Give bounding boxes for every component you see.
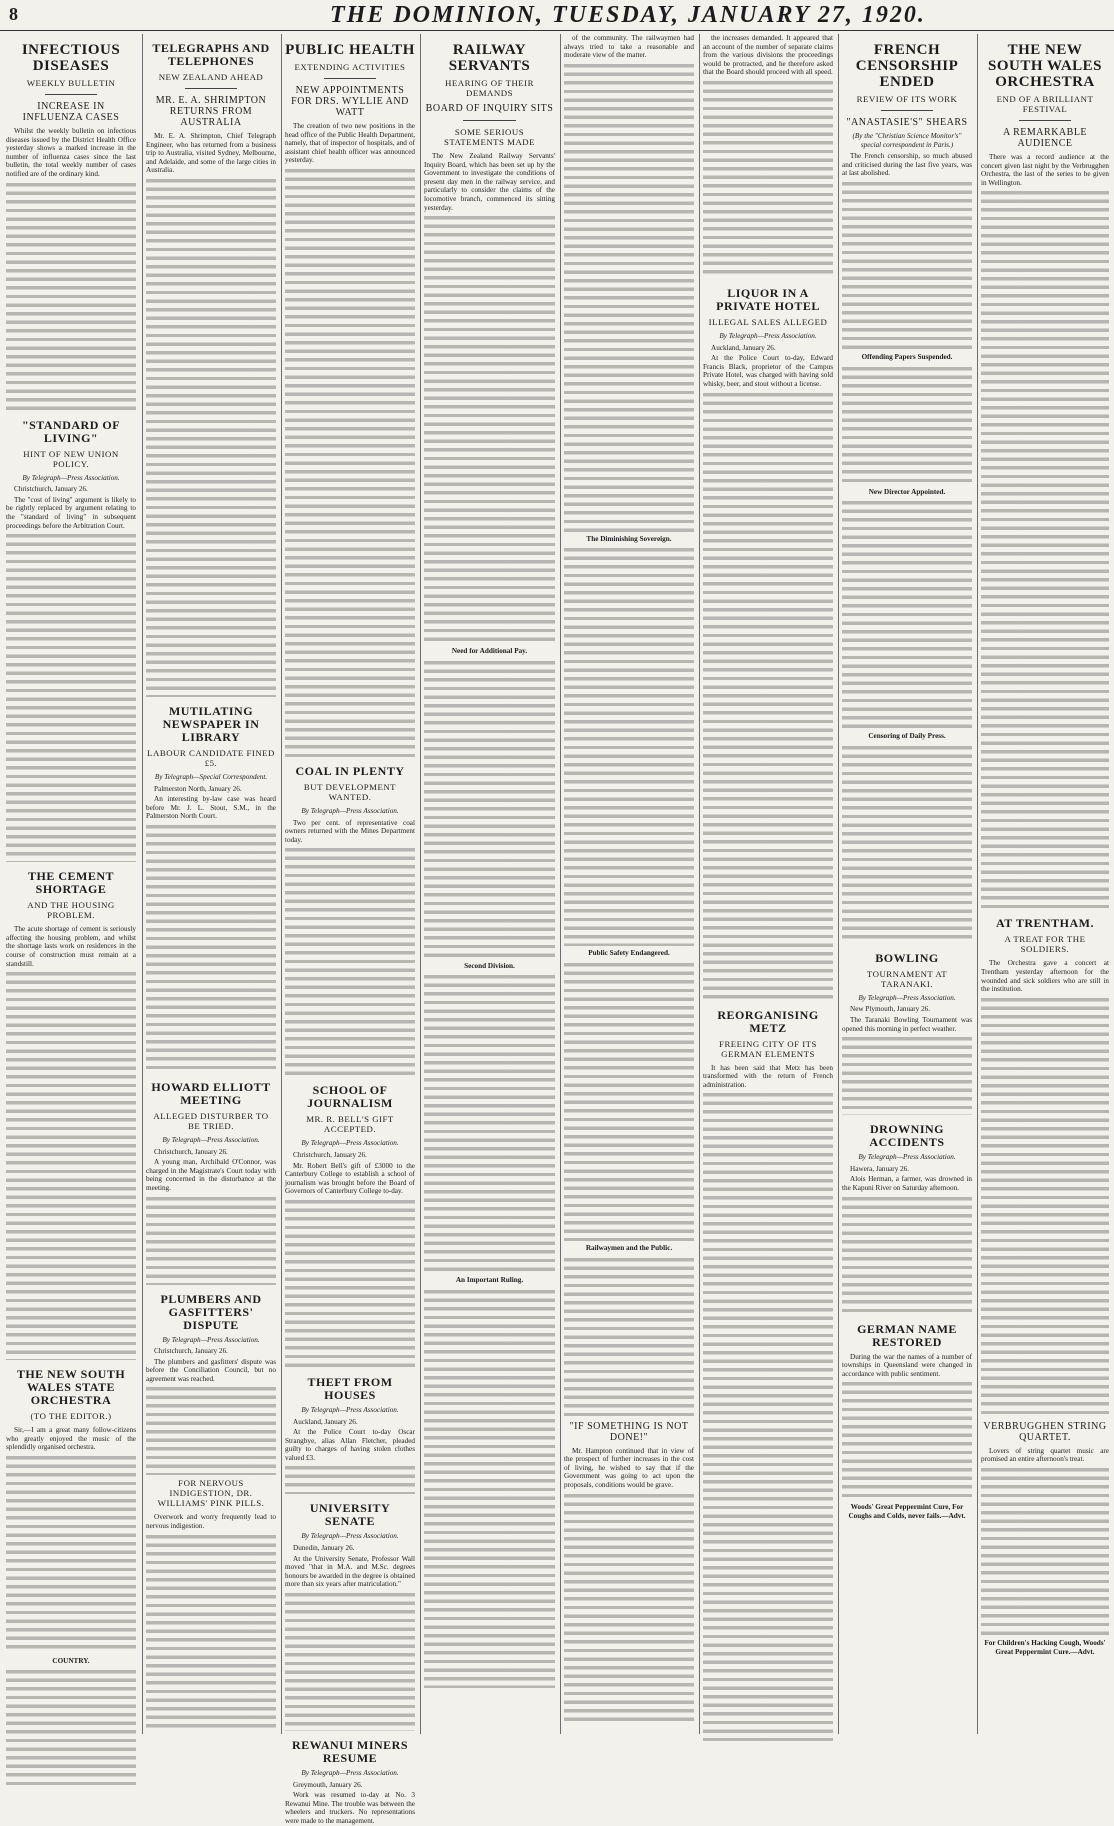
column-rule	[142, 34, 143, 1734]
body-text-block	[842, 1380, 972, 1500]
body-text-block	[146, 177, 276, 697]
article-paragraph: There was a record audience at the concert given last night by the Verbrugghen Orchestra, the last of the series to be given in Wellington.	[981, 153, 1109, 187]
article-dateline: New Plymouth, January 26.	[850, 1005, 931, 1014]
article-subhead: WEEKLY BULLETIN	[26, 78, 116, 88]
article-subhead: ILLEGAL SALES ALLEGED	[708, 316, 828, 327]
article-paragraph: It has been said that Metz has been transformed with the return of French administration.	[703, 1063, 833, 1089]
article-string-quartet	[981, 1421, 1109, 1656]
body-text-block	[703, 391, 833, 1001]
column-rule	[977, 34, 978, 1734]
article-dateline: Auckland, January 26.	[711, 343, 776, 352]
body-text-block	[424, 214, 555, 644]
article-byline: By Telegraph—Press Association.	[858, 993, 956, 1002]
body-text-block	[564, 546, 694, 946]
article-public-health	[285, 42, 415, 757]
article-byline: By Telegraph—Press Association.	[162, 1335, 260, 1344]
body-text-block	[981, 189, 1109, 909]
column-2	[146, 34, 276, 1734]
article-paragraph: The "cost of living" argument is likely to be rightly replaced by argument relating to the "standard of living" in subsequent proceedings before the Arbitration Court.	[6, 495, 136, 530]
advert-line: For Children's Hacking Cough, Woods' Great Peppermint Cure.—Advt.	[984, 1638, 1106, 1656]
divider	[1019, 120, 1070, 121]
article-german-name-restored	[842, 1323, 972, 1521]
article-headline: LIQUOR IN A PRIVATE HOTEL	[716, 285, 820, 313]
article-paragraph: Mr. E. A. Shrimpton, Chief Telegraph Engineer, who has returned from a business trip to Australia, visited Sydney, Melbourne, and Adelaide, and some of the large cities in Australia.	[146, 132, 276, 175]
article-subhead: AND THE HOUSING PROBLEM.	[27, 900, 115, 921]
column-rule	[560, 34, 561, 1734]
article-subhead: MR. R. BELL'S GIFT ACCEPTED.	[306, 1114, 394, 1135]
article-headline: REORGANISING METZ	[717, 1007, 819, 1035]
article-orchestra-letter	[6, 1368, 136, 1788]
article-paragraph: The Orchestra gave a concert at Trentham yesterday afternoon for the wounded and sick soldiers who are still in the institution.	[981, 959, 1109, 994]
body-text-block	[6, 1668, 136, 1788]
article-infectious-diseases	[6, 42, 136, 411]
article-mutilating-newspaper	[146, 705, 276, 1073]
article-paragraph: Sir,—I am a great many follow-citizens who greatly enjoyed the music of the splendidly organised orchestra.	[6, 1426, 136, 1452]
divider	[881, 110, 933, 111]
body-text-block	[424, 1288, 555, 1688]
section-heading: An Important Ruling.	[455, 1276, 524, 1285]
body-text-block	[146, 1195, 276, 1285]
article-subhead: REVIEW OF ITS WORK	[856, 94, 958, 104]
article-headline: TELEGRAPHS AND TELEPHONES	[152, 41, 270, 68]
article-dateline: Christchurch, January 26.	[154, 1347, 228, 1356]
masthead	[0, 0, 1114, 31]
article-subhead: LABOUR CANDIDATE FINED £5.	[147, 747, 275, 768]
advert-heading: FOR NERVOUS INDIGESTION, DR. WILLIAMS' PINK PILLS.	[157, 1478, 265, 1509]
article-reorganising-metz	[703, 1009, 833, 1742]
article-railway-servants	[424, 42, 555, 1688]
article-byline: By Telegraph—Press Association.	[162, 1135, 260, 1144]
article-paragraph: At the Police Court to-day Oscar Strangbye, alias Allan Fletcher, pleaded guilty to charges of having stolen clothes valued £3.	[285, 1428, 415, 1462]
body-text-block	[6, 1454, 136, 1654]
article-deck: INCREASE IN INFLUENZA CASES	[22, 101, 120, 123]
column-5	[564, 34, 694, 1734]
article-railway-continued	[564, 34, 694, 1416]
article-headline: COAL IN PLENTY	[295, 763, 405, 778]
masthead-title: THE DOMINION, TUESDAY, JANUARY 27, 1920.	[330, 2, 926, 28]
article-paragraph: Two per cent. of representative coal owners returned with the Mines Department today.	[285, 818, 415, 844]
article-deck: MR. E. A. SHRIMPTON RETURNS FROM AUSTRALIA	[155, 95, 267, 128]
column-3	[285, 34, 415, 1825]
article-dateline: Palmerston North, January 26.	[154, 784, 242, 793]
body-text-block	[424, 659, 555, 959]
article-coal-in-plenty	[285, 765, 415, 1076]
article-headline: UNIVERSITY SENATE	[309, 1501, 391, 1529]
article-paragraph: Mr. Robert Bell's gift of £3000 to the Canterbury College to establish a school of journalism was brought before the Board of Governors of Canterbury College to-day.	[285, 1161, 415, 1196]
body-text-block	[842, 1195, 972, 1315]
article-headline: RAILWAY SERVANTS	[448, 42, 531, 74]
body-text-block	[6, 181, 136, 411]
article-byline: By Telegraph—Press Association.	[22, 473, 120, 482]
article-subhead: HINT OF NEW UNION POLICY.	[23, 448, 119, 469]
article-french-censorship	[842, 42, 972, 944]
article-byline: By Telegraph—Press Association.	[301, 1532, 399, 1541]
page-number: 8	[9, 4, 18, 24]
article-at-trentham	[981, 917, 1109, 1415]
article-paragraph: The acute shortage of cement is seriously affecting the housing problem, and whilst the shortage lasts work on residences in the course of construction must remain at a standstill.	[6, 925, 136, 968]
body-text-block	[564, 1256, 694, 1416]
body-text-block	[285, 1198, 415, 1368]
article-headline: MUTILATING NEWSPAPER IN LIBRARY	[162, 703, 260, 744]
article-rewanui-miners	[285, 1739, 415, 1826]
column-rule	[420, 34, 421, 1734]
article-paragraph: Work was resumed to-day at No. 3 Rewanui Mine. The trouble was between the wheelers and truckers. No representations were made to the management.	[285, 1791, 415, 1825]
body-text-block	[6, 970, 136, 1360]
article-bowling	[842, 952, 972, 1115]
article-theft-from-houses	[285, 1376, 415, 1495]
article-byline: By Telegraph—Special Correspondent.	[154, 772, 268, 781]
section-heading: Second Division.	[464, 961, 515, 970]
article-subhead: ALLEGED DISTURBER TO BE TRIED.	[153, 1110, 269, 1131]
body-text-block	[146, 823, 276, 1073]
article-headline: PUBLIC HEALTH	[285, 42, 415, 58]
article-byline: By Telegraph—Press Association.	[301, 1139, 399, 1148]
article-plumbers-dispute	[146, 1293, 276, 1476]
article-paragraph: The French censorship, so much abused and criticised during the last five years, was at last abolished.	[842, 152, 972, 178]
body-text-block	[285, 1591, 415, 1731]
divider	[463, 120, 515, 121]
article-subhead: (TO THE EDITOR.)	[30, 1411, 112, 1422]
article-headline: AT TRENTHAM.	[995, 916, 1094, 931]
article-byline: (By the "Christian Science Monitor's" special correspondent in Paris.)	[852, 132, 962, 149]
article-paragraph: Alois Herman, a farmer, was drowned in the Kapuni River on Saturday afternoon.	[842, 1175, 972, 1192]
body-text-block	[842, 1035, 972, 1115]
article-paragraph: The Taranaki Bowling Tournament was opened this morning in perfect weather.	[842, 1015, 972, 1033]
article-nsw-orchestra	[981, 42, 1109, 909]
article-deck: NEW APPOINTMENTS FOR DRS. WYLLIE AND WATT	[291, 85, 409, 118]
article-dateline: Christchurch, January 26.	[14, 485, 88, 494]
article-deck: VERBRUGGHEN STRING QUARTET.	[983, 1420, 1107, 1443]
body-text-block	[703, 79, 833, 279]
letter-signoff: COUNTRY.	[52, 1656, 90, 1665]
article-subhead: A TREAT FOR THE SOLDIERS.	[1004, 934, 1086, 955]
article-dateline: Christchurch, January 26.	[154, 1147, 228, 1156]
section-heading: Offending Papers Suspended.	[861, 352, 953, 361]
body-text-block	[285, 1464, 415, 1494]
article-paragraph: A young man, Archibald O'Connor, was charged in the Magistrate's Court today with being concerned in the disturbance at the meeting.	[146, 1158, 276, 1192]
article-headline: HOWARD ELLIOTT MEETING	[151, 1079, 271, 1107]
article-deck: "IF SOMETHING IS NOT DONE!"	[569, 1420, 689, 1443]
article-paragraph: During the war the names of a number of townships in Queensland were changed in accordance with public sentiment.	[842, 1352, 972, 1378]
body-text-block	[842, 180, 972, 350]
article-subhead: TOURNAMENT AT TARANAKI.	[866, 968, 948, 989]
article-headline: "STANDARD OF LIVING"	[21, 417, 121, 445]
body-text-block	[981, 996, 1109, 1416]
article-paragraph: The plumbers and gasfitters' dispute was before the Conciliation Council, but no agreement was reached.	[146, 1357, 276, 1383]
article-howard-elliott	[146, 1081, 276, 1285]
article-headline: GERMAN NAME RESTORED	[857, 1321, 957, 1349]
column-rule	[281, 34, 282, 1734]
article-byline: By Telegraph—Press Association.	[301, 1405, 399, 1414]
article-dateline: Dunedin, January 26.	[293, 1544, 355, 1553]
body-text-block	[981, 1466, 1109, 1636]
section-heading: Need for Additional Pay.	[451, 647, 528, 656]
article-paragraph: At the University Senate, Professor Wall moved "that in M.A. and M.Sc. degrees honours be awarded in the degree is obtained more than six years after matriculation."	[285, 1554, 415, 1589]
section-heading: Public Safety Endangered.	[588, 949, 670, 958]
article-byline: By Telegraph—Press Association.	[858, 1153, 956, 1162]
article-paragraph: Lovers of string quartet music are promised an entire afternoon's treat.	[981, 1446, 1109, 1464]
article-paragraph: The New Zealand Railway Servants' Inquiry Board, which has been set up by the Government to investigate the conditions of present day men in the railway service, and particularly to consider the claims of the locomotive branch, commenced its sitting yesterday.	[424, 152, 555, 212]
body-text-block	[564, 1492, 694, 1722]
column-6	[703, 34, 833, 1734]
article-dateline: Christchurch, January 26.	[293, 1150, 367, 1159]
article-headline: PLUMBERS AND GASFITTERS' DISPUTE	[160, 1291, 262, 1332]
article-headline: REWANUI MINERS RESUME	[291, 1738, 408, 1766]
article-paragraph: Mr. Hampton continued that in view of the prospect of further increases in the cost of living, he wished to say that if the Government was going to act upon the proposals, conditions would be grave.	[564, 1446, 694, 1489]
article-dateline: Greymouth, January 26.	[293, 1780, 363, 1789]
column-8	[981, 34, 1109, 1734]
body-text-block	[842, 744, 972, 944]
article-headline: THE NEW SOUTH WALES STATE ORCHESTRA	[16, 1367, 126, 1408]
article-headline: BOWLING	[875, 950, 939, 965]
article-paragraph: the increases demanded. It appeared that an account of the number of separate claims from the various divisions the proceedings would be protracted, and he therefore asked that the Board should proceed with all speed.	[703, 34, 833, 77]
divider	[45, 94, 97, 95]
divider	[324, 78, 376, 79]
article-dateline: Hawera, January 26.	[850, 1164, 910, 1173]
article-cement-shortage	[6, 870, 136, 1360]
article-standard-of-living	[6, 419, 136, 863]
article-headline: THE NEW SOUTH WALES ORCHESTRA	[987, 42, 1102, 90]
article-subhead: EXTENDING ACTIVITIES	[294, 62, 406, 72]
article-subhead: HEARING OF THEIR DEMANDS	[445, 78, 534, 98]
article-liquor-private-hotel	[703, 287, 833, 1001]
body-text-block	[424, 973, 555, 1273]
article-paragraph: The creation of two new positions in the head office of the Public Health Department, namely, that of inspector of hospitals, and of assistant chief health officer was announced yesterday.	[285, 122, 415, 165]
article-deck: "ANASTASIE'S" SHEARS	[846, 117, 968, 128]
section-heading: New Director Appointed.	[868, 487, 946, 496]
article-subdeck: SOME SERIOUS STATEMENTS MADE	[443, 127, 536, 147]
article-byline: By Telegraph—Press Association.	[719, 331, 817, 340]
article-paragraph: At the Police Court to-day, Edward Francis Black, proprietor of the Campus Private Hotel, was charged with having sold whisky, beer, and stout without a license.	[703, 354, 833, 388]
advert-line: Woods' Great Peppermint Cure, For Coughs and Colds, never fails.—Advt.	[848, 1503, 966, 1520]
article-paragraph: Whilst the weekly bulletin on infectious diseases issued by the District Health Office yesterday shows a marked increase in the number of influenza cases since the last bulletin, the total weekly number of cases notified are of the ordinary kind.	[6, 127, 136, 178]
article-headline: DROWNING ACCIDENTS	[869, 1122, 945, 1150]
body-text-block	[146, 1533, 276, 1733]
article-byline: By Telegraph—Press Association.	[301, 1769, 399, 1778]
divider	[185, 88, 237, 89]
article-headline: THE CEMENT SHORTAGE	[27, 869, 114, 897]
body-text-block	[703, 1091, 833, 1741]
article-subhead: FREEING CITY OF ITS GERMAN ELEMENTS	[719, 1038, 817, 1059]
article-paragraph: An interesting by-law case was heard before Mr. J. L. Stout, S.M., in the Palmerston North Court.	[146, 795, 276, 821]
column-rule	[699, 34, 700, 1734]
article-something-not-done	[564, 1421, 694, 1722]
article-deck: A REMARKABLE AUDIENCE	[1002, 127, 1088, 149]
article-headline: THEFT FROM HOUSES	[307, 1374, 393, 1402]
column-1	[6, 34, 136, 1734]
article-drowning-accidents	[842, 1123, 972, 1314]
article-byline: By Telegraph—Press Association.	[301, 806, 399, 815]
body-text-block	[285, 846, 415, 1076]
article-railway-end	[703, 34, 833, 279]
article-paragraph: of the community. The railwaymen had always tried to take a reasonable and moderate view of the matter.	[564, 34, 694, 60]
column-7	[842, 34, 972, 1734]
article-headline: SCHOOL OF JOURNALISM	[307, 1083, 393, 1111]
body-text-block	[564, 961, 694, 1241]
article-subhead: NEW ZEALAND AHEAD	[158, 72, 264, 82]
article-university-senate	[285, 1502, 415, 1731]
body-text-block	[146, 1385, 276, 1475]
article-dateline: Auckland, January 26.	[293, 1417, 358, 1426]
article-school-of-journalism	[285, 1084, 415, 1368]
column-4	[424, 34, 555, 1734]
article-subhead: END OF A BRILLIANT FESTIVAL	[996, 94, 1094, 114]
column-rule	[838, 34, 839, 1734]
section-heading: Censoring of Daily Press.	[868, 732, 946, 741]
article-telegraphs	[146, 42, 276, 697]
body-text-block	[6, 532, 136, 862]
article-subhead: BUT DEVELOPMENT WANTED.	[303, 781, 397, 802]
article-headline: INFECTIOUS DISEASES	[21, 42, 121, 74]
advert-paragraph: Overwork and worry frequently lead to nervous indigestion.	[146, 1513, 276, 1531]
article-deck: BOARD OF INQUIRY SITS	[425, 103, 554, 114]
advert-pink-pills	[146, 1478, 276, 1732]
section-heading: Railwaymen and the Public.	[585, 1243, 673, 1252]
body-text-block	[285, 167, 415, 757]
section-heading: The Diminishing Sovereign.	[586, 534, 672, 543]
body-text-block	[564, 62, 694, 532]
body-text-block	[842, 365, 972, 485]
body-text-block	[842, 499, 972, 729]
article-headline: FRENCH CENSORSHIP ENDED	[855, 42, 959, 90]
